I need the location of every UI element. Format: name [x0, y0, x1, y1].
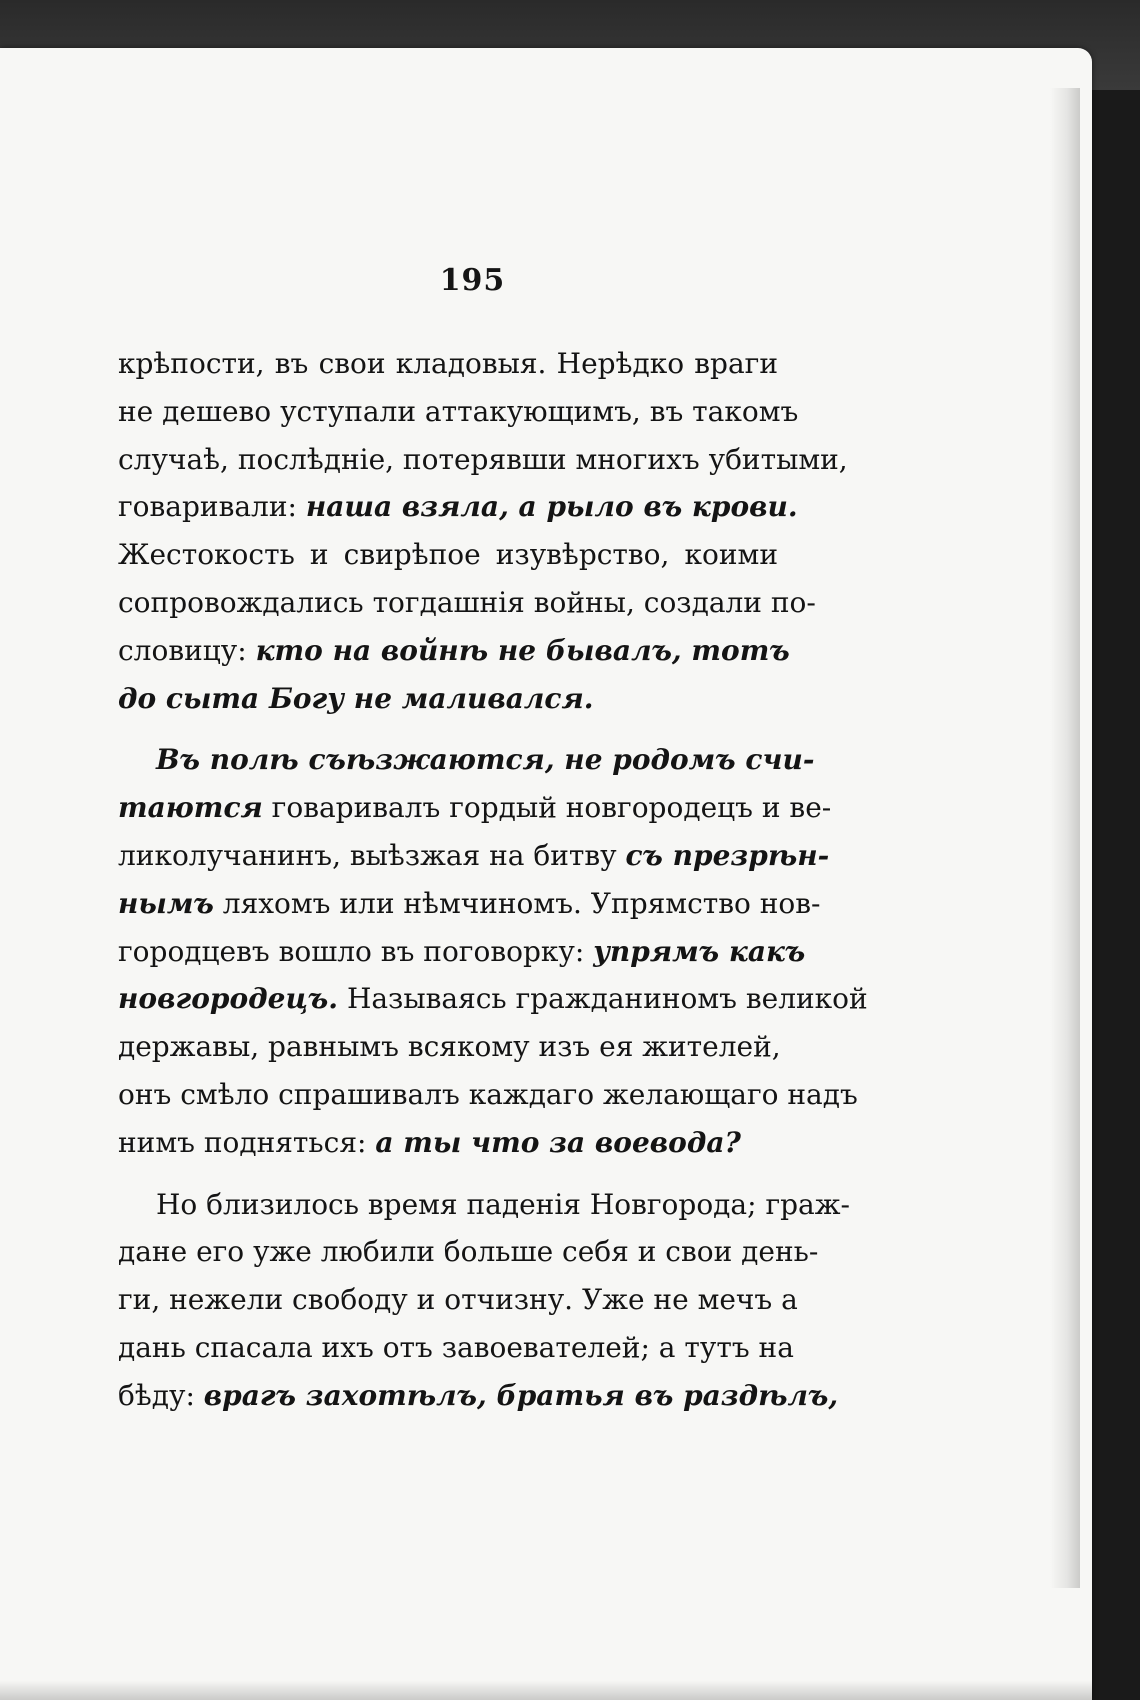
text-line	[118, 1181, 850, 1229]
text-line	[118, 531, 778, 579]
page-number: 195	[439, 263, 506, 298]
text-line	[118, 880, 821, 928]
italic-text-segment: новгородецъ.	[118, 982, 339, 1016]
italic-text-segment: наша взяла, а рыло въ крови.	[305, 490, 798, 524]
italic-text-segment: кто на войнѣ не бывалъ, тотъ	[255, 633, 790, 667]
text-segment: бѣду:	[118, 1378, 204, 1412]
text-segment: Называясь гражданиномъ великой	[338, 982, 868, 1016]
text-segment: Но близилось время паденія Новгорода; граж-	[156, 1187, 850, 1221]
italic-text-segment: съ презрѣн-	[625, 838, 830, 872]
text-segment: городцевъ вошло въ поговорку:	[118, 934, 594, 968]
text-line	[118, 436, 848, 484]
text-line	[118, 1276, 798, 1324]
text-line	[118, 1119, 778, 1167]
text-segment: говаривалъ гордый новгородецъ и ве-	[262, 791, 832, 825]
text-line	[118, 1324, 794, 1372]
page-edge-shadow	[1050, 88, 1080, 1588]
italic-text-segment: нымъ	[118, 886, 214, 920]
text-line	[118, 340, 778, 388]
text-segment: сопровождались тогдашнія войны, создали по-	[118, 585, 816, 619]
text-segment: случаѣ, послѣдніе, потерявши многихъ убитыми,	[118, 442, 848, 476]
text-line	[118, 928, 806, 976]
text-line	[118, 627, 790, 675]
text-segment: словицу:	[118, 633, 256, 667]
text-line	[118, 784, 832, 832]
text-line	[118, 388, 799, 436]
text-segment: крѣпости, въ свои кладовыя. Нерѣдко враги	[118, 347, 778, 380]
page-bottom-shadow	[0, 1680, 1092, 1700]
text-segment: дань спасала ихъ отъ завоевателей; а тутъ на	[118, 1330, 794, 1364]
text-line	[118, 1228, 819, 1276]
text-line	[118, 1071, 858, 1119]
italic-text-segment: а ты что за воевода?	[375, 1125, 741, 1159]
book-page	[0, 48, 1092, 1700]
italic-text-segment: таются	[118, 791, 263, 825]
text-line	[118, 579, 816, 627]
text-line	[118, 1372, 839, 1420]
text-segment: Жестокость и свирѣпое изувѣрство, коими	[118, 538, 778, 572]
paragraph-gap	[118, 1167, 778, 1181]
text-segment: говаривали:	[118, 490, 306, 524]
italic-text-segment: врагъ захотѣлъ, братья въ раздѣлъ,	[203, 1378, 839, 1412]
text-line	[118, 736, 815, 784]
text-segment: ги, нежели свободу и отчизну. Уже не мечъ а	[118, 1283, 798, 1317]
text-line	[118, 832, 830, 880]
text-segment: державы, равнымъ всякому изъ ея жителей,	[118, 1030, 781, 1064]
paragraph-gap	[118, 722, 778, 736]
text-segment: нимъ подняться:	[118, 1125, 376, 1159]
text-line	[118, 483, 798, 531]
text-segment: не дешево уступали аттакующимъ, въ такомъ	[118, 394, 799, 428]
text-line	[118, 675, 778, 723]
text-line	[118, 1023, 781, 1071]
italic-text-segment: до сыта Богу не маливался.	[118, 681, 594, 715]
text-segment: ликолучанинъ, выѣзжая на битву	[118, 838, 626, 872]
text-segment: дане его уже любили больше себя и свои день-	[118, 1235, 819, 1269]
text-line	[118, 975, 868, 1023]
page-body-text	[118, 340, 868, 1420]
text-segment: онъ смѣло спрашивалъ каждаго желающаго надъ	[118, 1077, 858, 1111]
italic-text-segment: упрямъ какъ	[593, 934, 806, 968]
text-segment: ляхомъ или нѣмчиномъ. Упрямство нов-	[213, 886, 821, 920]
italic-text-segment: Въ полѣ съѣзжаются, не родомъ счи-	[156, 743, 815, 777]
